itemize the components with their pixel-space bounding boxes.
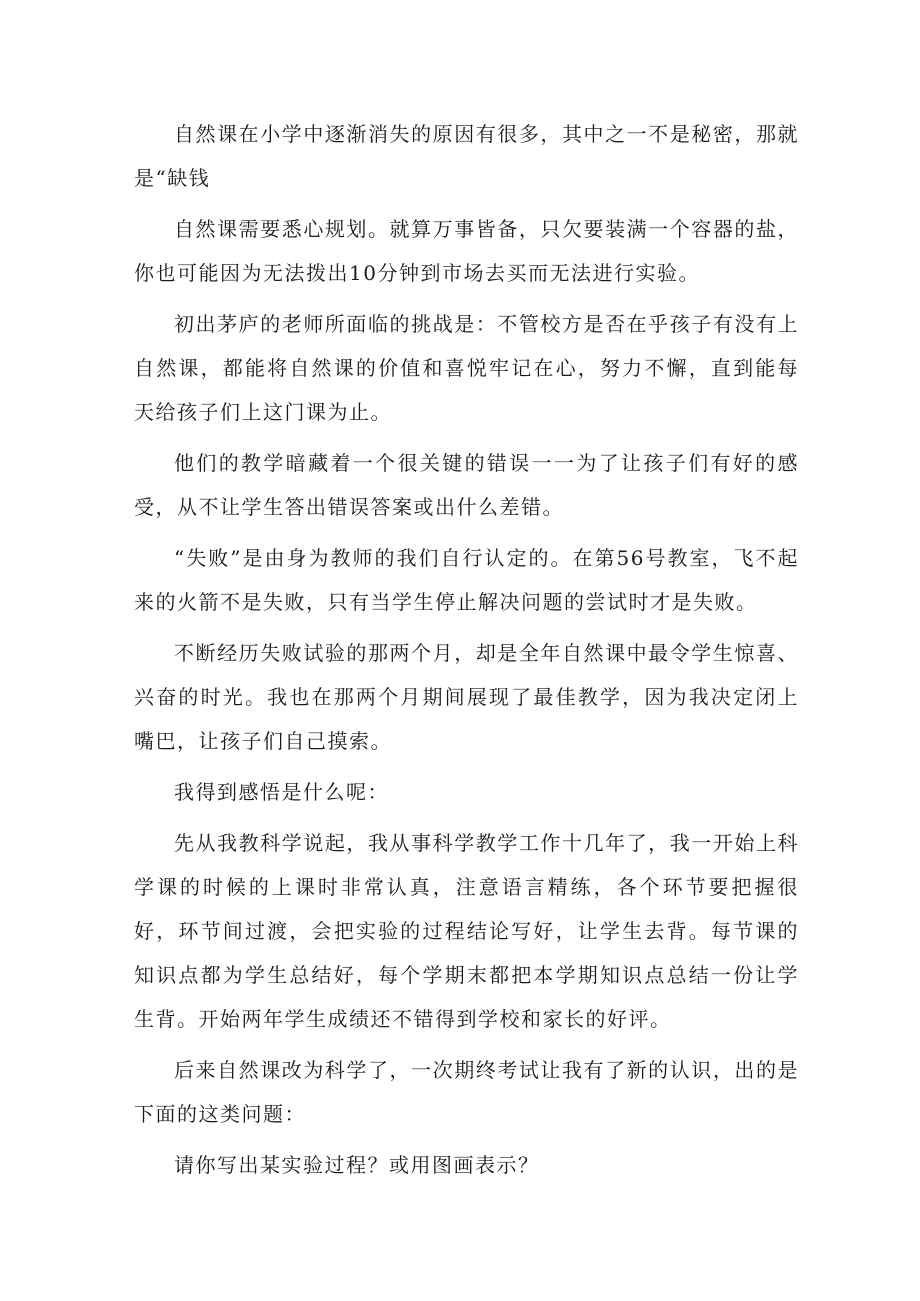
paragraph-2: 自然课需要悉心规划。就算万事皆备，只欠要装满一个容器的盐，你也可能因为无法拨出10分钟到市场去买而无法进行实验。 bbox=[134, 217, 799, 285]
paragraph-1: 自然课在小学中逐渐消失的原因有很多，其中之一不是秘密，那就是“缺钱 bbox=[134, 122, 799, 190]
paragraph-4: 他们的教学暗藏着一个很关键的错误一一为了让孩子们有好的感受，从不让学生答出错误答案或出什么差错。 bbox=[134, 451, 799, 519]
paragraph-6: 不断经历失败试验的那两个月，却是全年自然课中最令学生惊喜、兴奋的时光。我也在那两个月期间展现了最佳教学，因为我决定闭上嘴巴，让孩子们自己摸索。 bbox=[134, 641, 799, 753]
paragraph-8: 先从我教科学说起，我从事科学教学工作十几年了，我一开始上科学课的时候的上课时非常认真，注意语言精练，各个环节要把握很好，环节间过渡，会把实验的过程结论写好，让学生去背。每节课的知识点都为学生总结好，每个学期末都把本学期知识点总结一份让学生背。开始两年学生成绩还不错得到学校和家长的好评。 bbox=[134, 831, 799, 1031]
document-body bbox=[134, 112, 799, 1194]
paragraph-3: 初出茅庐的老师所面临的挑战是：不管校方是否在乎孩子有没有上自然课，都能将自然课的价值和喜悦牢记在心，努力不懈，直到能每天给孩子们上这门课为止。 bbox=[134, 312, 799, 424]
paragraph-10: 请你写出某实验过程？或用图画表示？ bbox=[174, 1153, 540, 1177]
paragraph-7: 我得到感悟是什么呢： bbox=[174, 780, 389, 804]
paragraph-9: 后来自然课改为科学了，一次期终考试让我有了新的认识，出的是下面的这类问题： bbox=[134, 1058, 799, 1126]
paragraph-5: “失败”是由身为教师的我们自行认定的。在第56号教室，飞不起来的火箭不是失败，只有当学生停止解决问题的尝试时才是失败。 bbox=[134, 546, 799, 614]
